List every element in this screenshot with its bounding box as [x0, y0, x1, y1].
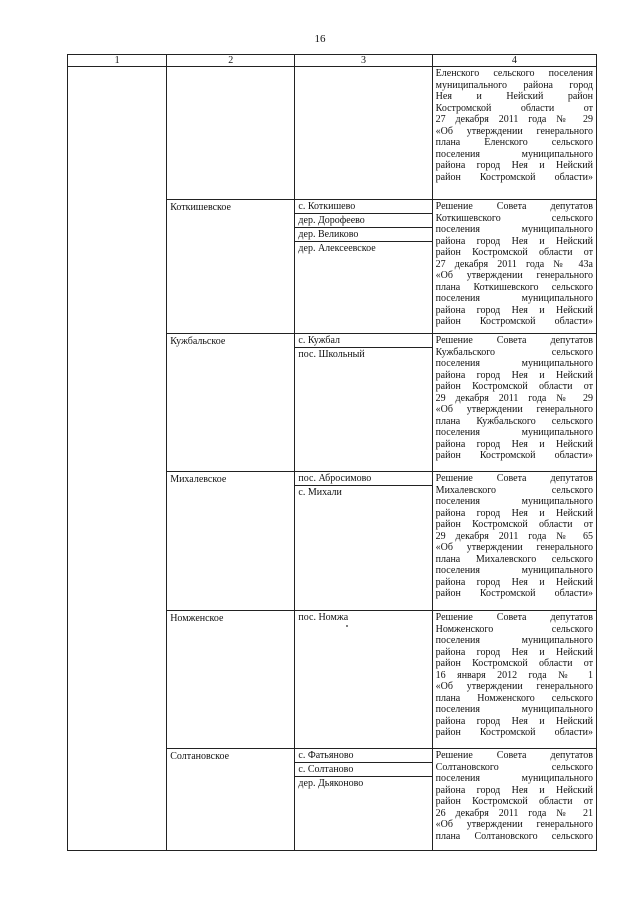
decision-line: Решение Совета депутатов	[435, 473, 593, 484]
decision-line: Номженского сельского	[435, 623, 593, 635]
decision-line: район Костромской области от	[435, 519, 593, 530]
settlements-cell	[295, 67, 432, 200]
decision-line: поселения муниципального	[435, 358, 593, 369]
settlement-name: Михалевское	[170, 474, 227, 485]
settlement-name-cell	[167, 334, 295, 472]
decision-text	[433, 472, 596, 601]
settlement-name: Коткишевское	[170, 202, 231, 213]
decision-line: поселения муниципального	[435, 704, 593, 715]
decision-line: 26 декабря 2011 года № 21	[435, 807, 593, 819]
decision-line: поселения муниципального	[435, 224, 593, 235]
decision-text	[433, 334, 596, 463]
settlement-name-cell	[167, 472, 295, 611]
decision-text	[433, 749, 596, 843]
decision-line: плана Еленского сельского	[435, 137, 593, 148]
decision-line: Решение Совета депутатов	[435, 335, 593, 346]
settlement-item: пос. Абросимово	[295, 472, 431, 486]
settlement-item: с. Фатьяново	[295, 749, 431, 763]
table-row-continuation	[68, 67, 597, 200]
settlement-name-cell	[167, 67, 295, 200]
decision-line: 29 декабря 2011 года № 29	[435, 392, 593, 404]
decision-line: поселения муниципального	[435, 565, 593, 576]
decision-line: 27 декабря 2011 года № 29	[435, 114, 593, 125]
decision-line: район Костромской области»	[435, 171, 593, 183]
decision-line: района город Нея и Нейский	[435, 646, 593, 658]
decision-line: района город Нея и Нейский	[435, 438, 593, 450]
settlement-name: Номженское	[170, 613, 224, 624]
decision-line: Решение Совета депутатов	[435, 612, 593, 623]
settlement-item: пос. Школьный	[298, 349, 365, 360]
scan-speck	[346, 625, 348, 627]
decision-line: район Костромской области от	[435, 796, 593, 807]
decision-line: Кужбальского сельского	[435, 346, 593, 358]
settlements-list	[295, 611, 431, 624]
decision-cell	[432, 472, 596, 611]
decision-line: поселения муниципального	[435, 148, 593, 160]
decision-line: Солтановского сельского	[435, 761, 593, 773]
settlements-list	[295, 749, 431, 790]
decision-cell	[432, 611, 596, 749]
decision-text	[433, 200, 596, 329]
decision-line: района город Нея и Нейский	[435, 576, 593, 588]
settlement-item: дер. Алексеевское	[298, 243, 376, 254]
decision-line: «Об утверждении генерального	[435, 404, 593, 415]
decision-line: Нея и Нейский район	[435, 91, 593, 102]
settlement-item: с. Солтаново	[295, 763, 431, 777]
settlements-list	[295, 200, 431, 255]
decision-text	[433, 67, 596, 184]
decision-line: Михалевского сельского	[435, 484, 593, 496]
decision-line: Решение Совета депутатов	[435, 750, 593, 761]
settlement-name-cell	[167, 200, 295, 334]
page-number: 16	[314, 33, 326, 45]
settlements-cell	[295, 334, 432, 472]
settlement-item: с. Кужбал	[295, 334, 431, 348]
decision-line: Костромской области от	[435, 102, 593, 114]
settlements-list	[295, 334, 431, 361]
decision-line: «Об утверждении генерального	[435, 542, 593, 553]
decision-line: поселения муниципального	[435, 635, 593, 646]
settlement-item: с. Михали	[298, 487, 342, 498]
decision-line: 16 января 2012 года № 1	[435, 669, 593, 681]
decision-line: поселения муниципального	[435, 773, 593, 784]
table-header-row	[68, 55, 597, 67]
header-col-4: 4	[432, 55, 596, 67]
decision-line: Еленского сельского поселения	[435, 68, 593, 79]
settlement-item: дер. Великово	[295, 228, 431, 242]
settlements-cell	[295, 472, 432, 611]
decision-line: района город Нея и Нейский	[435, 507, 593, 519]
decision-cell	[432, 200, 596, 334]
decision-cell	[432, 749, 596, 851]
settlement-item: дер. Дьяконово	[298, 778, 364, 789]
decision-line: район Костромской области»	[435, 588, 593, 599]
settlements-cell	[295, 749, 432, 851]
decision-line: района город Нея и Нейский	[435, 715, 593, 727]
settlements-cell	[295, 200, 432, 334]
settlement-name: Солтановское	[170, 751, 230, 762]
settlement-name: Кужбальское	[170, 336, 226, 347]
decision-cell	[432, 67, 596, 200]
decision-line: района город Нея и Нейский	[435, 784, 593, 796]
decision-line: муниципального района город	[435, 79, 593, 91]
header-col-1: 1	[68, 55, 167, 67]
settlement-item: с. Коткишево	[295, 200, 431, 214]
decision-line: поселения муниципального	[435, 293, 593, 304]
decision-line: района город Нея и Нейский	[435, 160, 593, 171]
decision-line: плана Коткишевского сельского	[435, 281, 593, 293]
decision-line: поселения муниципального	[435, 427, 593, 438]
header-col-2: 2	[167, 55, 295, 67]
decision-line: района город Нея и Нейский	[435, 304, 593, 316]
decision-line: района город Нея и Нейский	[435, 369, 593, 381]
settlements-table	[67, 54, 597, 851]
decision-text	[433, 611, 596, 740]
settlement-item: дер. Дорофеево	[295, 214, 431, 228]
decision-line: Коткишевского сельского	[435, 212, 593, 224]
decision-line: район Костромской области от	[435, 381, 593, 392]
decision-line: район Костромской области»	[435, 450, 593, 461]
decision-line: район Костромской области»	[435, 316, 593, 327]
decision-line: район Костромской области от	[435, 247, 593, 258]
decision-line: плана Солтановского сельского	[435, 830, 593, 842]
settlements-cell	[295, 611, 432, 749]
settlements-list	[295, 472, 431, 499]
decision-line: района город Нея и Нейский	[435, 235, 593, 247]
decision-line: «Об утверждении генерального	[435, 270, 593, 281]
settlement-name-cell	[167, 749, 295, 851]
decision-line: плана Номженского сельского	[435, 692, 593, 704]
decision-line: район Костромской области»	[435, 727, 593, 738]
decision-line: плана Кужбальского сельского	[435, 415, 593, 427]
decision-line: плана Михалевского сельского	[435, 553, 593, 565]
header-col-3: 3	[295, 55, 432, 67]
settlement-name-cell	[167, 611, 295, 749]
decision-line: «Об утверждении генерального	[435, 681, 593, 692]
decision-line: 27 декабря 2011 года № 43а	[435, 258, 593, 270]
decision-cell	[432, 334, 596, 472]
decision-line: «Об утверждении генерального	[435, 819, 593, 830]
decision-line: Решение Совета депутатов	[435, 201, 593, 212]
settlement-item: пос. Номжа	[298, 612, 349, 623]
decision-line: район Костромской области от	[435, 658, 593, 669]
decision-line: поселения муниципального	[435, 496, 593, 507]
decision-line: «Об утверждении генерального	[435, 125, 593, 137]
decision-line: 29 декабря 2011 года № 65	[435, 530, 593, 542]
col-1-cell	[68, 67, 167, 851]
